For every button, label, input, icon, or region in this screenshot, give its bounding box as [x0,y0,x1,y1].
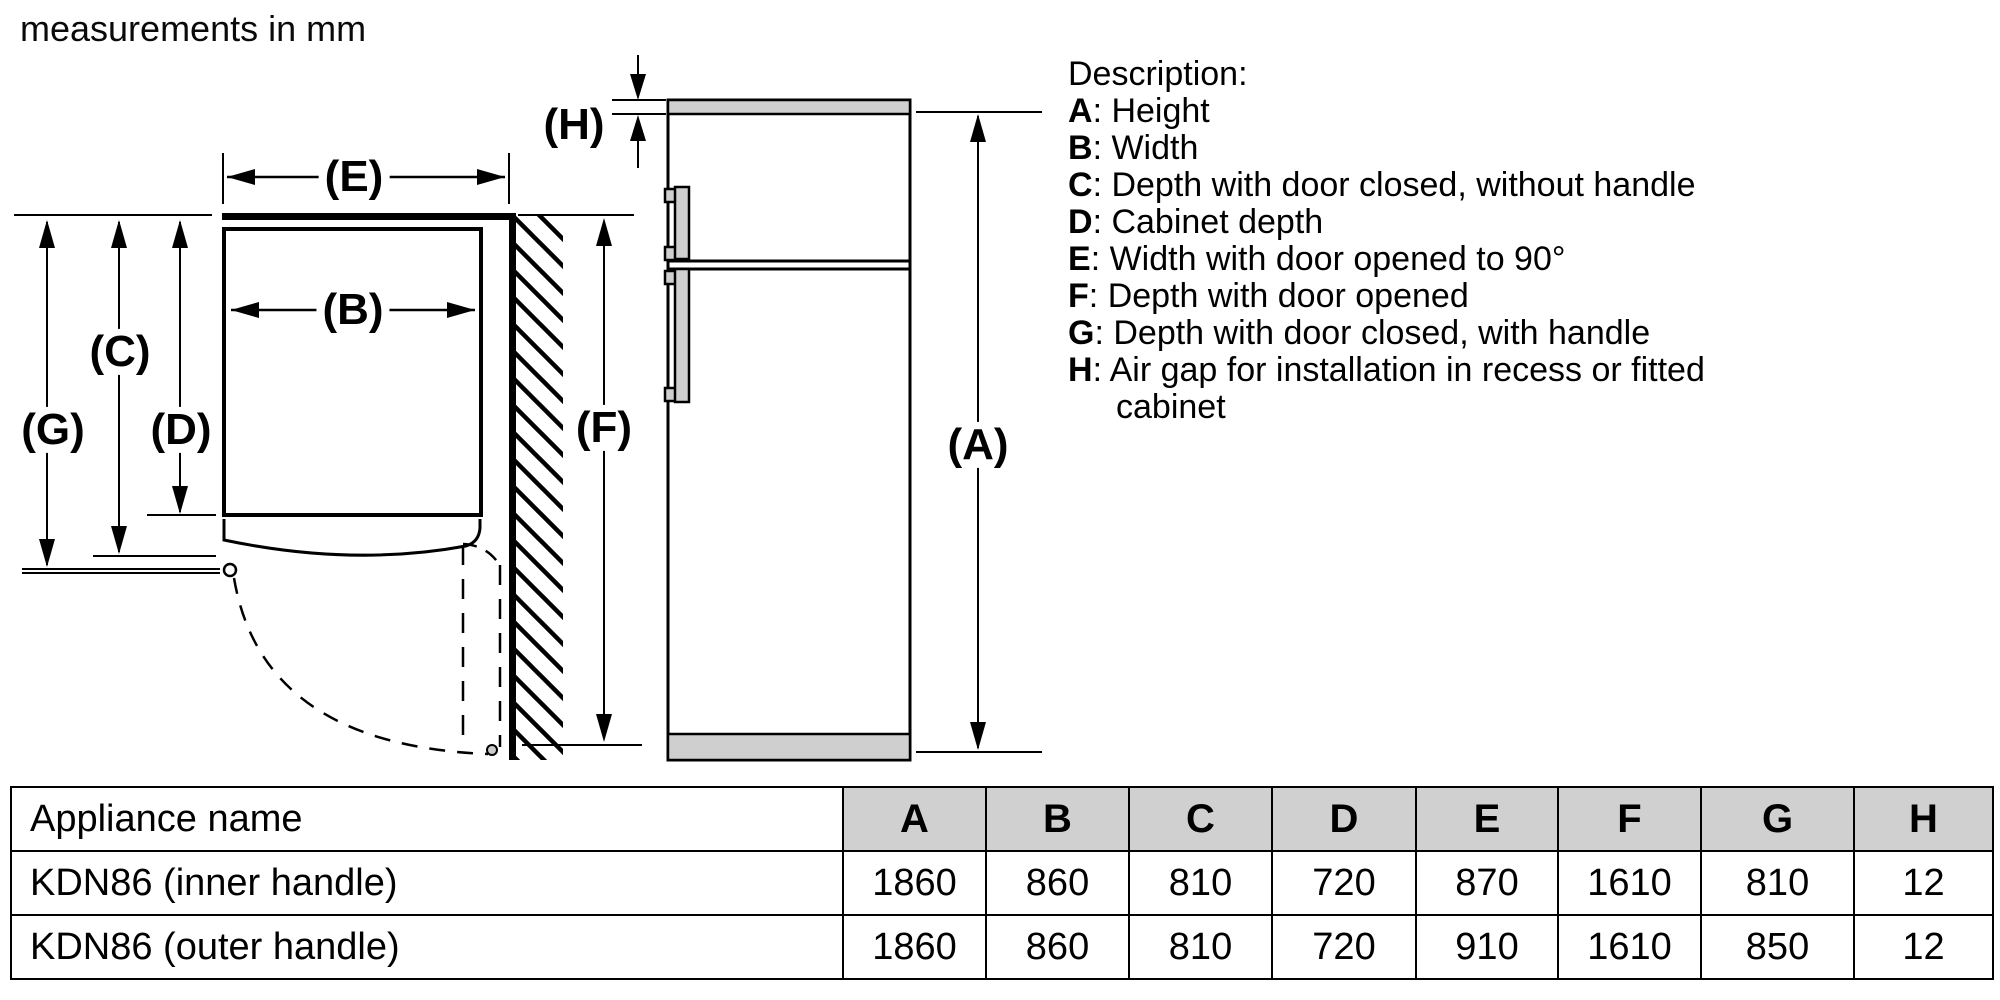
value-cell-e: 910 [1416,915,1558,979]
value-cell-h: 12 [1854,851,1993,915]
description-text: Width [1111,129,1199,167]
value-cell-h: 12 [1854,915,1993,979]
value-cell-g: 850 [1701,915,1854,979]
wall [509,213,516,760]
closed-door-front [224,519,480,555]
description-text: Height [1111,92,1210,130]
dim-header-cell-c: C [1129,787,1272,851]
description-legend [1068,56,1768,426]
description-item-e: E: Width with door opened to 90° [1068,240,1566,278]
value-cell-e: 870 [1416,851,1558,915]
table-row-inner-handle [11,851,1993,915]
fridge-body [668,100,910,760]
description-key: F [1068,277,1089,315]
value-cell-d: 720 [1272,915,1416,979]
description-item-b: B: Width [1068,129,1199,167]
description-item-c: C: Depth with door closed, without handle [1068,166,1696,204]
dim-header-cell-b: B [986,787,1129,851]
page-title: measurements in mm [20,8,367,49]
description-title: Description: [1068,55,1248,93]
dim-label-g: (G) [15,407,91,453]
open-door-top [222,213,516,220]
dim-d-arrow [172,220,188,514]
dim-header-cell-g: G [1701,787,1854,851]
dim-header-cell-a: A [843,787,986,851]
dim-label-d: (D) [144,407,217,453]
description-text: Depth with door closed, with handle [1113,314,1651,352]
description-text: Cabinet depth [1111,203,1324,241]
wall-hatch [516,214,563,760]
description-text: Width with door opened to 90° [1109,240,1566,278]
row-name-cell: KDN86 (inner handle) [11,851,843,915]
table-header-row [11,787,1993,851]
description-key: D [1068,203,1093,241]
description-item-a: A: Height [1068,92,1210,130]
description-text: Depth with door opened [1107,277,1469,315]
dim-header-cell-e: E [1416,787,1558,851]
value-cell-b: 860 [986,915,1129,979]
door-hinge-circle [224,564,236,576]
value-cell-f: 1610 [1558,851,1701,915]
dim-c-arrow [111,220,127,554]
description-key: H [1068,351,1093,389]
dim-h-arrow [612,55,666,168]
dim-g-arrow [39,220,55,567]
cabinet-outline [224,229,481,515]
dim-label-e: (E) [319,154,390,200]
dim-header-cell-h: H [1854,787,1993,851]
dim-label-h: (H) [537,102,610,148]
dim-header-cell-f: F [1558,787,1701,851]
open-door-dashed-corner [463,544,499,564]
top-view-diagram [14,153,642,760]
description-key: B [1068,129,1093,167]
door-swing-arc-dashed [234,578,488,754]
value-cell-b: 860 [986,851,1129,915]
value-cell-f: 1610 [1558,915,1701,979]
dim-label-c: (C) [83,329,156,375]
description-text: Air gap for installation in recess or fitted cabinet [1109,351,1705,426]
description-key: C [1068,166,1093,204]
description-key: A [1068,92,1093,130]
value-cell-d: 720 [1272,851,1416,915]
value-cell-g: 810 [1701,851,1854,915]
row-name-cell: KDN86 (outer handle) [11,915,843,979]
name-header-cell: Appliance name [11,787,843,851]
table-row-outer-handle [11,915,1993,979]
appliance-dimensions-table [10,786,1994,980]
description-item-d: D: Cabinet depth [1068,203,1324,241]
description-key: G [1068,314,1095,352]
description-key: E [1068,240,1091,278]
value-cell-c: 810 [1129,851,1272,915]
description-item-g: G: Depth with door closed, with handle [1068,314,1651,352]
dim-header-cell-d: D [1272,787,1416,851]
value-cell-c: 810 [1129,915,1272,979]
description-text: Depth with door closed, without handle [1111,166,1696,204]
side-view-diagram [612,55,1042,760]
dim-label-f: (F) [570,405,638,451]
value-cell-a: 1860 [843,851,986,915]
wall-hinge-circle [487,745,497,755]
dim-label-a: (A) [941,422,1014,468]
description-item-h: H: Air gap for installation in recess or fitted cabinet [1068,351,1705,426]
fridge-bottom-cap [668,734,910,760]
value-cell-a: 1860 [843,915,986,979]
description-item-f: F: Depth with door opened [1068,277,1469,315]
fridge-top-cap [668,100,910,114]
dim-label-b: (B) [316,287,389,333]
